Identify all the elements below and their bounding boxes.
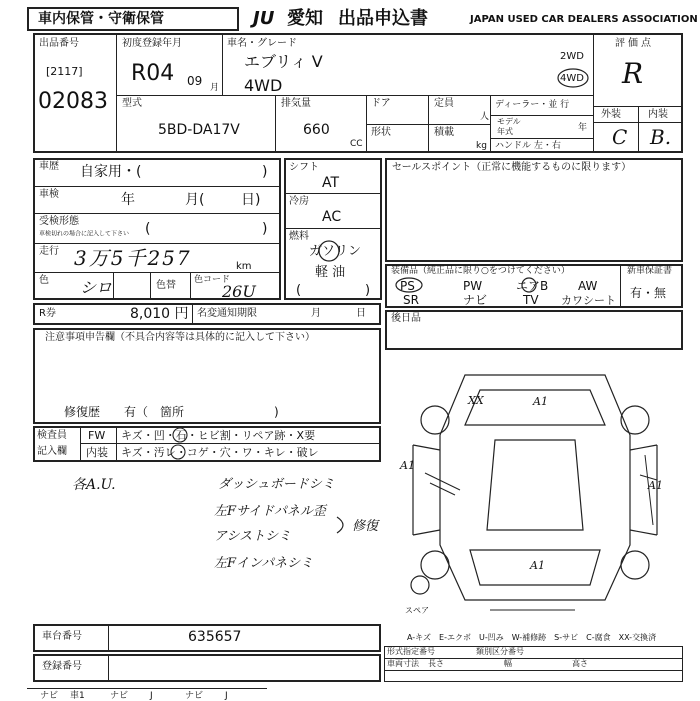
circle-mark-icon xyxy=(168,443,188,461)
sales-point-label: セールスポイント（正常に機能するものに限ります） xyxy=(392,162,632,173)
listing-ref: [2117] xyxy=(46,65,83,78)
equip-airbag: エアB xyxy=(516,279,549,293)
circle-mark-icon xyxy=(395,277,425,293)
inspector-row1-head: FW xyxy=(88,429,106,442)
storage-status-sub: 車検切れの場合に記入して下さい xyxy=(39,230,129,237)
circle-mark-icon xyxy=(315,238,345,264)
inspector-label-1: 検査員 xyxy=(37,430,67,441)
listing-no-label: 出品番号 xyxy=(39,38,79,49)
circle-mark-icon xyxy=(555,68,595,92)
capacity-unit: 人 xyxy=(480,112,490,122)
type-value: 5BD-DA17V xyxy=(158,122,240,138)
equip-pw: PW xyxy=(463,279,483,293)
remark-6: 修復 xyxy=(352,519,379,534)
fuel-label: 燃料 xyxy=(289,231,309,242)
score-label: 評価点 xyxy=(615,38,654,49)
score-value: R xyxy=(622,57,644,90)
inspection-d: 日) xyxy=(241,192,261,208)
equip-tv: TV xyxy=(523,293,539,307)
ff-wid: 幅 xyxy=(504,659,512,668)
displacement-value: 660 xyxy=(303,122,330,138)
mark-a1-left: A1 xyxy=(400,459,415,472)
handle-label: ハンドル 左・右 xyxy=(495,141,561,151)
color-change-label: 色替 xyxy=(156,280,176,291)
ac-label: 冷房 xyxy=(289,196,309,207)
assoc-name: JAPAN USED CAR DEALERS ASSOCIATION xyxy=(470,14,698,25)
form-title: 出品申込書 xyxy=(338,8,428,29)
listing-no: 02083 xyxy=(38,89,108,114)
mark-xx: XX xyxy=(468,394,484,407)
mark-a1-front: A1 xyxy=(533,395,548,408)
ff-label-2: 類別区分番号 xyxy=(476,647,524,656)
notice-m: 月 xyxy=(311,308,321,319)
price-label: R券 xyxy=(39,308,56,319)
vehicle-info-frame xyxy=(33,158,281,300)
post-fit-label: 後日品 xyxy=(391,313,421,324)
notice-label: 名変通知期限 xyxy=(197,308,257,319)
capacity-label: 定員 xyxy=(434,98,454,109)
model-year-label2: 年式 xyxy=(497,127,513,136)
interior-grade: B. xyxy=(650,125,672,149)
inspector-row2: キズ・汚レ・コゲ・穴・ワ・キレ・破レ xyxy=(121,446,319,459)
reg-month-unit: 月 xyxy=(210,83,220,93)
drive-opt-2wd: 2WD xyxy=(560,51,584,62)
exterior-label: 外装 xyxy=(601,109,621,120)
fuel-gas: ガソリン xyxy=(309,244,362,259)
history-label: 車歴 xyxy=(39,161,59,172)
ff-hgt: 高さ xyxy=(572,659,588,668)
mileage-label: 走行 xyxy=(39,246,59,257)
remark-1: 各A.U. xyxy=(72,477,116,493)
footer-6: J xyxy=(225,691,228,701)
warranty-label: 新車保証書 xyxy=(627,266,673,276)
top-info-frame xyxy=(33,33,683,153)
model-year-unit: 年 xyxy=(578,123,588,133)
sales-point-frame xyxy=(385,158,683,262)
displacement-label: 排気量 xyxy=(281,98,311,109)
reg-no-label: 登録番号 xyxy=(42,661,82,672)
color-code: 26U xyxy=(222,282,256,301)
remark-2: ダッシュボードシミ xyxy=(218,477,335,492)
repair-history: 修復歴 有（ 箇所 xyxy=(64,405,185,419)
chassis-label: 車台番号 xyxy=(42,631,82,642)
chassis-value: 635657 xyxy=(188,629,242,645)
dealer-line: ディーラー・並 行 xyxy=(495,100,570,110)
type-label: 型式 xyxy=(122,98,142,109)
storage-status-open: ( xyxy=(145,221,151,237)
notice-d: 日 xyxy=(356,308,366,319)
storage-status-label: 受検形態 xyxy=(39,216,79,227)
storage-text: 車内保管・守衛保管 xyxy=(38,11,164,27)
ac-value: AC xyxy=(322,209,342,225)
door-label: ドア xyxy=(371,98,391,109)
footer-5: ナビ xyxy=(185,691,204,701)
remark-4: アシストシミ xyxy=(214,529,292,544)
storage-status-close: ) xyxy=(262,221,268,237)
equip-sr: SR xyxy=(403,293,419,307)
inspector-label-2: 記入欄 xyxy=(37,446,67,457)
warranty-value: 有・無 xyxy=(630,286,667,300)
inspection-y: 年 xyxy=(121,192,135,208)
inspection-label: 車検 xyxy=(39,189,59,200)
footer-4: J xyxy=(150,691,153,701)
reg-label: 初度登録年月 xyxy=(122,38,182,49)
equip-ps: PS xyxy=(400,279,415,293)
org-name: 愛知 xyxy=(287,8,323,29)
model-name: エブリィ V xyxy=(244,52,323,71)
inspector-row2-head: 内装 xyxy=(86,446,108,459)
post-fit-frame xyxy=(385,310,683,350)
interior-label: 内装 xyxy=(648,109,668,120)
shift-label: シフト xyxy=(289,162,319,173)
reg-no-frame xyxy=(33,654,381,682)
history-close: ) xyxy=(262,164,268,180)
shift-value: AT xyxy=(322,175,340,191)
model-drive: 4WD xyxy=(244,76,283,95)
shape-label: 形状 xyxy=(371,127,391,138)
equipment-label: 装備品（純正品に限り○をつけてください） xyxy=(391,266,570,276)
mileage-value: 3万5千257 xyxy=(74,246,192,270)
reg-month: 09 xyxy=(187,74,203,88)
fuel-diesel: 軽 油 xyxy=(315,265,346,280)
remark-5: 左Fインパネシミ xyxy=(214,556,314,571)
footer-3: ナビ xyxy=(110,691,129,701)
mark-a1-rear: A1 xyxy=(530,559,545,572)
spare-label: スペア xyxy=(405,606,429,615)
mileage-unit: km xyxy=(236,261,252,272)
displacement-unit: CC xyxy=(350,139,363,149)
mark-a1-right: A1 xyxy=(648,479,663,492)
legend-text: A-キズ E-エクボ U-凹み W-補修跡 S-サビ C-腐食 XX-交換済 xyxy=(407,633,657,642)
inspection-m: 月( xyxy=(185,192,205,208)
fuel-close: ) xyxy=(365,283,371,298)
load-unit: kg xyxy=(476,141,487,151)
model-label: 車名・グレード xyxy=(227,38,297,49)
history-value: 自家用・( xyxy=(80,164,142,180)
ff-label-1: 形式指定番号 xyxy=(387,647,435,656)
remark-3: 左Fサイドパネル歪 xyxy=(214,504,326,519)
color-label: 色 xyxy=(39,275,49,286)
logo-mark: JU xyxy=(253,8,275,29)
drive-opt-4wd: 4WD xyxy=(560,73,584,84)
ff-len: 長さ xyxy=(428,659,444,668)
equip-navi: ナビ xyxy=(463,293,488,307)
repair-history-close: ) xyxy=(274,405,279,419)
color-code-label: 色コード xyxy=(194,275,231,285)
bracket-mark xyxy=(335,515,355,535)
exterior-grade: C xyxy=(612,125,628,149)
inspector-row1: キズ・凹・石・ヒビ割・リペア跡・X要 xyxy=(121,429,316,442)
color-value: シロ xyxy=(80,278,113,297)
equip-seat: カワシート xyxy=(561,294,616,307)
fuel-open: ( xyxy=(296,283,302,298)
ff-label-3: 車両寸法 xyxy=(387,659,419,668)
caution-label: 注意事項申告欄（不具合内容等は具体的に記入して下さい） xyxy=(45,332,315,343)
load-label: 積載 xyxy=(434,127,454,138)
footer-2: 車1 xyxy=(70,691,85,701)
price-value: 8,010 円 xyxy=(130,306,189,322)
model-year-label: モデル xyxy=(497,117,521,126)
reg-era-year: R04 xyxy=(131,61,175,86)
footer-1: ナビ xyxy=(40,691,59,701)
circle-mark-icon xyxy=(520,276,540,294)
equip-aw: AW xyxy=(578,279,598,293)
circle-mark-icon xyxy=(170,426,190,444)
